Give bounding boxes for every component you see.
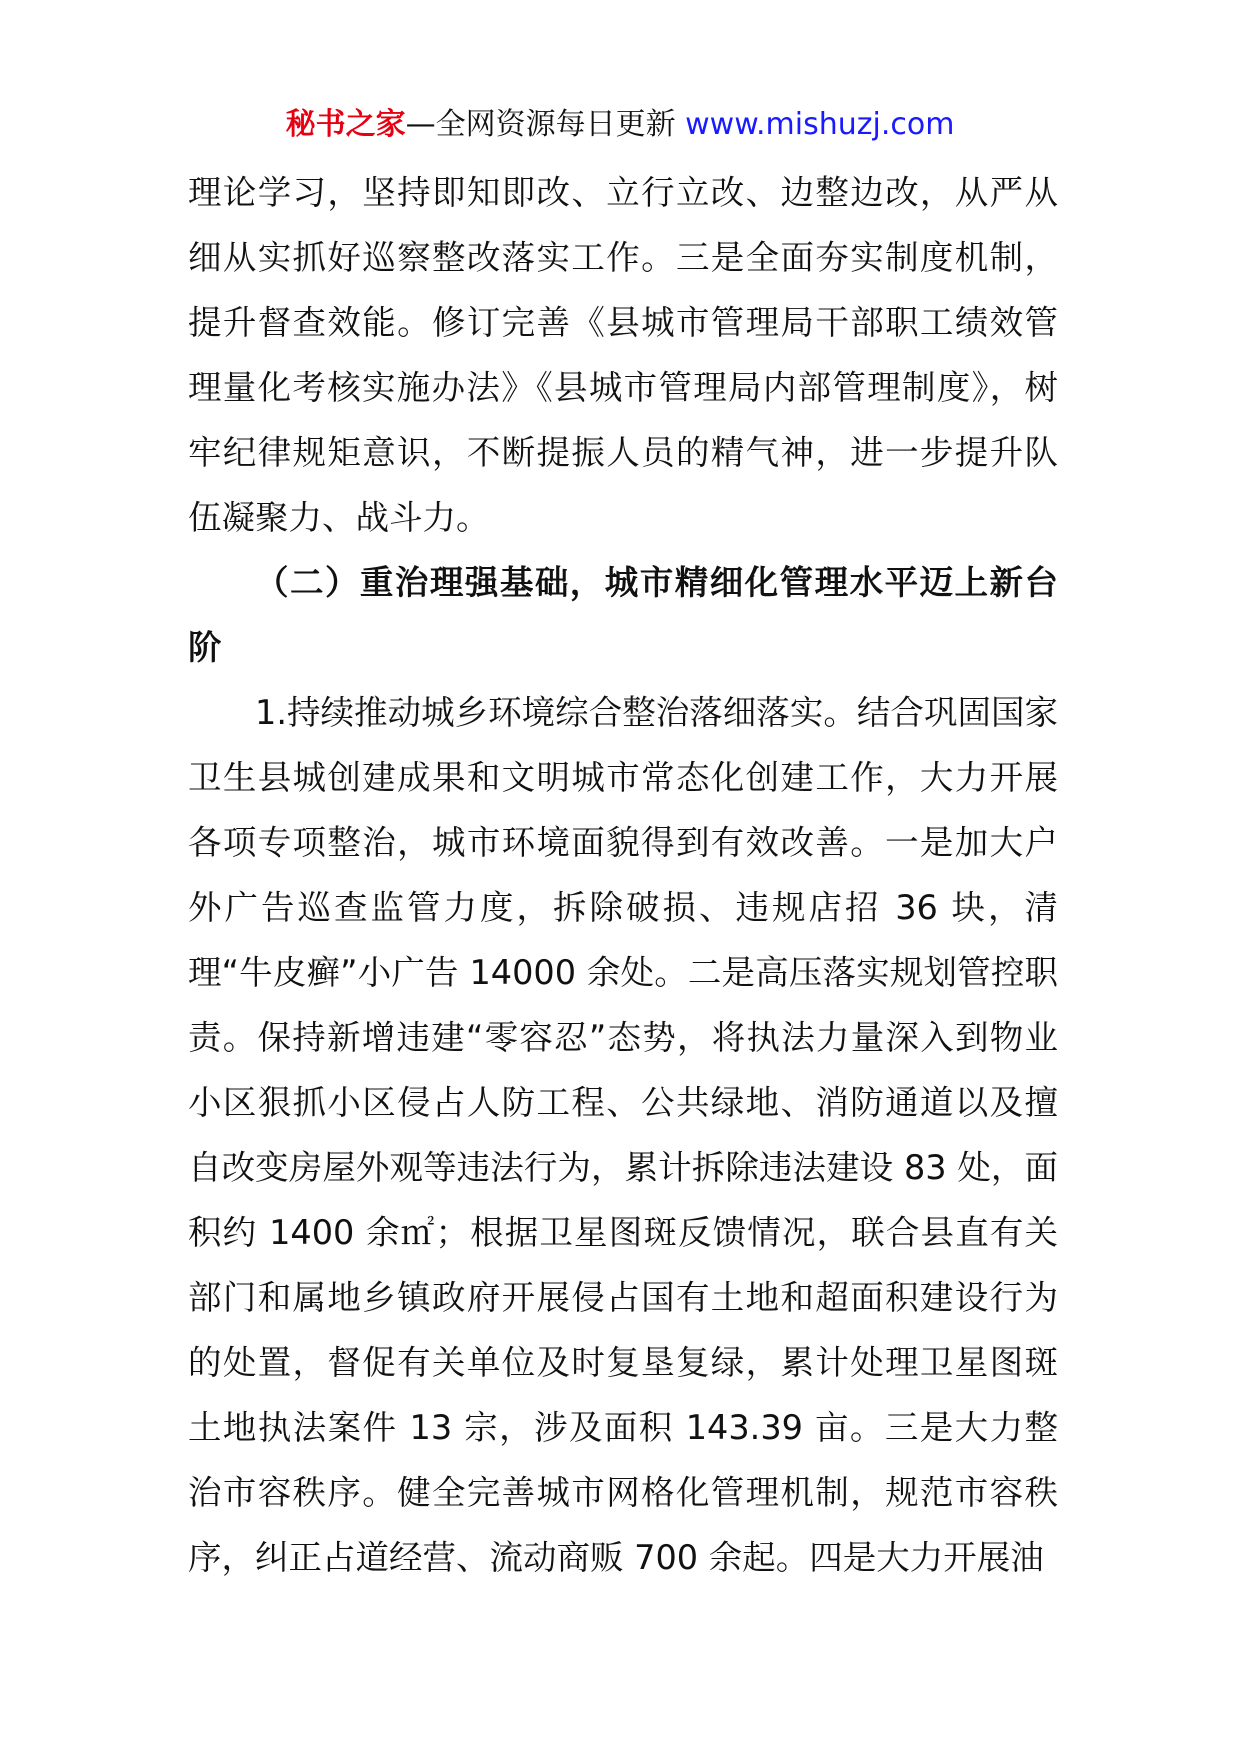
page-header (0, 100, 1240, 150)
section-heading: （二）重治理强基础，城市精细化管理水平迈上新台阶 (188, 563, 1058, 667)
header-tagline: —全网资源每日更新 (405, 107, 676, 142)
paragraph-item-1: 1.持续推动城乡环境综合整治落细落实。结合巩固国家卫生县城创建成果和文明城市常态化创建工作，大力开展各项专项整治，城市环境面貌得到有效改善。一是加大户外广告巡查监管力度，拆除破损、违规店招 36 块，清理“牛皮癣”小广告 14000 余处。二是高压落实规划管控职责。保持新增违建“零容忍”态势，将执法力量深入到物业小区狠抓小区侵占人防工程、公共绿地、消防通道以及擅自改变房屋外观等违法行为，累计拆除违法建设 83 处，面积约 1400 余㎡；根据卫星图斑反馈情况，联合县直有关部门和属地乡镇政府开展侵占国有土地和超面积建设行为的处置，督促有关单位及时复垦复绿，累计处理卫星图斑土地执法案件 13 宗，涉及面积 143.39 亩。三是大力整治市容秩序。健全完善城市网格化管理机制，规范市容秩序，纠正占道经营、流动商贩 700 余起。四是大力开展油 (188, 693, 1058, 1577)
brand-name: 秘书之家 (285, 107, 406, 142)
site-url-link[interactable]: www.mishuzj.com (685, 107, 955, 142)
paragraph-continuation: 理论学习，坚持即知即改、立行立改、边整边改，从严从细从实抓好巡察整改落实工作。三是全面夯实制度机制，提升督查效能。修订完善《县城市管理局干部职工绩效管理量化考核实施办法》《县城市管理局内部管理制度》，树牢纪律规矩意识，不断提振人员的精气神，进一步提升队伍凝聚力、战斗力。 (188, 173, 1058, 537)
document-body (188, 160, 1058, 1590)
